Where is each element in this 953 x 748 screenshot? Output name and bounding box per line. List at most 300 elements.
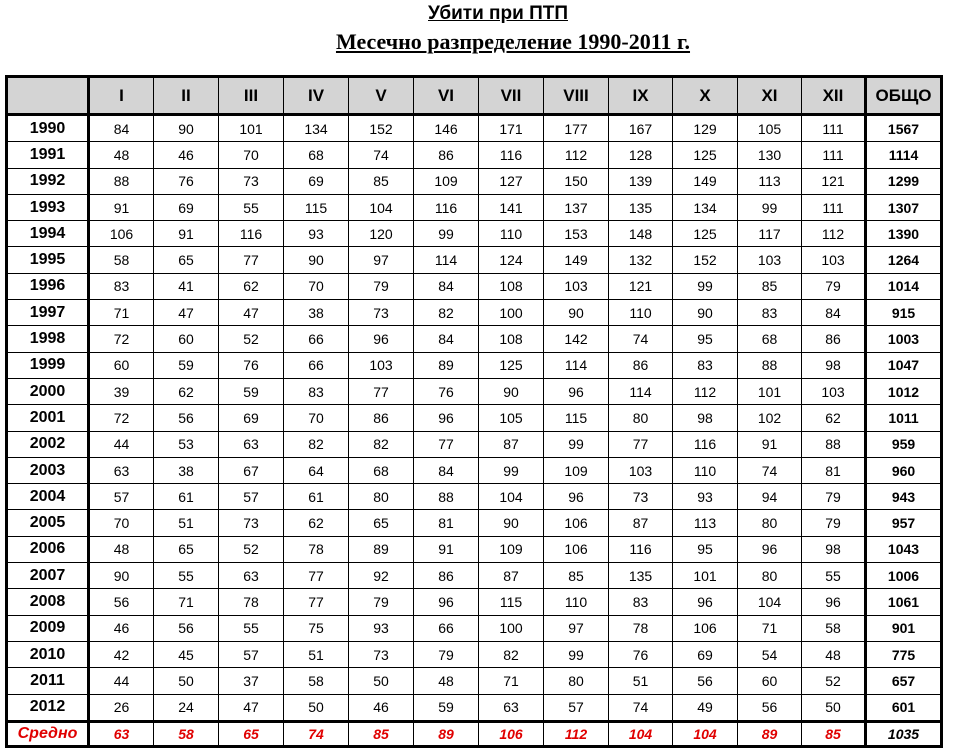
value-cell: 108	[479, 273, 544, 299]
value-cell: 116	[479, 142, 544, 168]
month-header: X	[673, 77, 738, 115]
value-cell: 74	[349, 142, 414, 168]
value-cell: 84	[414, 273, 479, 299]
year-cell: 2000	[7, 378, 89, 404]
value-cell: 99	[479, 457, 544, 483]
value-cell: 62	[154, 378, 219, 404]
month-header: I	[89, 77, 154, 115]
value-cell: 90	[284, 247, 349, 273]
average-cell: 112	[544, 721, 609, 746]
total-cell: 1043	[866, 536, 942, 562]
value-cell: 48	[802, 641, 866, 667]
value-cell: 92	[349, 563, 414, 589]
value-cell: 66	[284, 326, 349, 352]
value-cell: 103	[738, 247, 802, 273]
value-cell: 63	[479, 694, 544, 721]
value-cell: 116	[414, 194, 479, 220]
total-cell: 915	[866, 300, 942, 326]
value-cell: 57	[544, 694, 609, 721]
month-header: IX	[609, 77, 673, 115]
value-cell: 51	[284, 641, 349, 667]
value-cell: 127	[479, 168, 544, 194]
value-cell: 80	[609, 405, 673, 431]
value-cell: 99	[738, 194, 802, 220]
monthly-fatalities-table	[5, 75, 943, 748]
year-cell: 2001	[7, 405, 89, 431]
value-cell: 61	[284, 484, 349, 510]
total-cell: 1390	[866, 221, 942, 247]
value-cell: 112	[802, 221, 866, 247]
value-cell: 109	[414, 168, 479, 194]
year-cell: 2005	[7, 510, 89, 536]
value-cell: 90	[479, 510, 544, 536]
value-cell: 120	[349, 221, 414, 247]
value-cell: 39	[89, 378, 154, 404]
value-cell: 47	[219, 694, 284, 721]
value-cell: 112	[544, 142, 609, 168]
value-cell: 72	[89, 405, 154, 431]
value-cell: 96	[673, 589, 738, 615]
value-cell: 45	[154, 641, 219, 667]
value-cell: 129	[673, 115, 738, 142]
value-cell: 80	[349, 484, 414, 510]
value-cell: 116	[219, 221, 284, 247]
value-cell: 81	[802, 457, 866, 483]
value-cell: 41	[154, 273, 219, 299]
value-cell: 71	[479, 668, 544, 694]
total-cell: 1299	[866, 168, 942, 194]
value-cell: 100	[479, 615, 544, 641]
value-cell: 46	[89, 615, 154, 641]
total-cell: 1012	[866, 378, 942, 404]
value-cell: 149	[673, 168, 738, 194]
value-cell: 96	[544, 378, 609, 404]
table-row	[7, 510, 942, 536]
total-cell: 960	[866, 457, 942, 483]
value-cell: 105	[479, 405, 544, 431]
value-cell: 141	[479, 194, 544, 220]
table-row	[7, 194, 942, 220]
year-cell: 1993	[7, 194, 89, 220]
total-cell: 1264	[866, 247, 942, 273]
value-cell: 113	[673, 510, 738, 536]
value-cell: 171	[479, 115, 544, 142]
year-cell: 1990	[7, 115, 89, 142]
value-cell: 116	[673, 431, 738, 457]
year-cell: 2002	[7, 431, 89, 457]
value-cell: 111	[802, 142, 866, 168]
value-cell: 86	[609, 352, 673, 378]
value-cell: 82	[284, 431, 349, 457]
month-header: IV	[284, 77, 349, 115]
value-cell: 37	[219, 668, 284, 694]
value-cell: 81	[414, 510, 479, 536]
value-cell: 114	[414, 247, 479, 273]
value-cell: 95	[673, 326, 738, 352]
value-cell: 69	[284, 168, 349, 194]
value-cell: 108	[479, 326, 544, 352]
value-cell: 88	[802, 431, 866, 457]
value-cell: 59	[219, 378, 284, 404]
value-cell: 89	[414, 352, 479, 378]
value-cell: 50	[802, 694, 866, 721]
table-row	[7, 352, 942, 378]
value-cell: 55	[802, 563, 866, 589]
value-cell: 96	[349, 326, 414, 352]
value-cell: 88	[414, 484, 479, 510]
value-cell: 73	[349, 641, 414, 667]
value-cell: 125	[673, 221, 738, 247]
table-row	[7, 563, 942, 589]
value-cell: 82	[349, 431, 414, 457]
value-cell: 104	[349, 194, 414, 220]
value-cell: 96	[414, 589, 479, 615]
value-cell: 56	[89, 589, 154, 615]
value-cell: 44	[89, 431, 154, 457]
value-cell: 114	[544, 352, 609, 378]
value-cell: 58	[89, 247, 154, 273]
value-cell: 60	[154, 326, 219, 352]
value-cell: 87	[479, 563, 544, 589]
value-cell: 69	[673, 641, 738, 667]
value-cell: 60	[89, 352, 154, 378]
year-cell: 2007	[7, 563, 89, 589]
value-cell: 24	[154, 694, 219, 721]
value-cell: 80	[738, 563, 802, 589]
value-cell: 91	[154, 221, 219, 247]
value-cell: 77	[284, 589, 349, 615]
value-cell: 149	[544, 247, 609, 273]
table-row	[7, 221, 942, 247]
total-cell: 657	[866, 668, 942, 694]
month-header: VII	[479, 77, 544, 115]
table-row	[7, 168, 942, 194]
value-cell: 99	[544, 641, 609, 667]
value-cell: 72	[89, 326, 154, 352]
value-cell: 79	[414, 641, 479, 667]
value-cell: 84	[802, 300, 866, 326]
year-cell: 2006	[7, 536, 89, 562]
value-cell: 103	[802, 247, 866, 273]
value-cell: 102	[738, 405, 802, 431]
value-cell: 121	[609, 273, 673, 299]
value-cell: 69	[219, 405, 284, 431]
value-cell: 134	[673, 194, 738, 220]
value-cell: 112	[673, 378, 738, 404]
value-cell: 91	[414, 536, 479, 562]
average-cell: 63	[89, 721, 154, 746]
value-cell: 52	[802, 668, 866, 694]
value-cell: 115	[544, 405, 609, 431]
value-cell: 117	[738, 221, 802, 247]
value-cell: 48	[89, 142, 154, 168]
page-subtitle: Месечно разпределение 1990-2011 г.	[335, 29, 691, 54]
value-cell: 148	[609, 221, 673, 247]
value-cell: 65	[349, 510, 414, 536]
value-cell: 79	[802, 273, 866, 299]
value-cell: 98	[673, 405, 738, 431]
value-cell: 46	[154, 142, 219, 168]
value-cell: 52	[219, 536, 284, 562]
table-row	[7, 457, 942, 483]
value-cell: 125	[673, 142, 738, 168]
value-cell: 56	[738, 694, 802, 721]
value-cell: 93	[673, 484, 738, 510]
month-header: V	[349, 77, 414, 115]
value-cell: 57	[89, 484, 154, 510]
value-cell: 50	[349, 668, 414, 694]
value-cell: 79	[802, 484, 866, 510]
value-cell: 77	[284, 563, 349, 589]
value-cell: 130	[738, 142, 802, 168]
value-cell: 85	[349, 168, 414, 194]
value-cell: 106	[544, 536, 609, 562]
value-cell: 125	[479, 352, 544, 378]
value-cell: 49	[673, 694, 738, 721]
value-cell: 74	[738, 457, 802, 483]
value-cell: 57	[219, 641, 284, 667]
value-cell: 62	[284, 510, 349, 536]
value-cell: 77	[219, 247, 284, 273]
average-label: Средно	[7, 721, 89, 746]
value-cell: 67	[219, 457, 284, 483]
value-cell: 88	[738, 352, 802, 378]
year-cell: 1994	[7, 221, 89, 247]
value-cell: 152	[349, 115, 414, 142]
value-cell: 111	[802, 115, 866, 142]
value-cell: 124	[479, 247, 544, 273]
value-cell: 73	[349, 300, 414, 326]
value-cell: 86	[414, 563, 479, 589]
value-cell: 55	[219, 615, 284, 641]
total-cell: 601	[866, 694, 942, 721]
value-cell: 65	[154, 247, 219, 273]
total-cell: 1061	[866, 589, 942, 615]
value-cell: 69	[154, 194, 219, 220]
value-cell: 89	[349, 536, 414, 562]
total-cell: 775	[866, 641, 942, 667]
value-cell: 99	[544, 431, 609, 457]
value-cell: 42	[89, 641, 154, 667]
value-cell: 95	[673, 536, 738, 562]
value-cell: 86	[414, 142, 479, 168]
value-cell: 70	[284, 273, 349, 299]
value-cell: 110	[673, 457, 738, 483]
total-cell: 1047	[866, 352, 942, 378]
total-cell: 1014	[866, 273, 942, 299]
value-cell: 109	[479, 536, 544, 562]
table-row	[7, 326, 942, 352]
value-cell: 70	[89, 510, 154, 536]
year-cell: 2003	[7, 457, 89, 483]
value-cell: 101	[738, 378, 802, 404]
value-cell: 85	[738, 273, 802, 299]
table-row	[7, 589, 942, 615]
value-cell: 50	[284, 694, 349, 721]
value-cell: 135	[609, 563, 673, 589]
value-cell: 26	[89, 694, 154, 721]
value-cell: 74	[609, 326, 673, 352]
value-cell: 135	[609, 194, 673, 220]
value-cell: 113	[738, 168, 802, 194]
total-cell: 943	[866, 484, 942, 510]
value-cell: 103	[349, 352, 414, 378]
value-cell: 90	[544, 300, 609, 326]
value-cell: 85	[544, 563, 609, 589]
total-cell: 957	[866, 510, 942, 536]
table-row	[7, 142, 942, 168]
value-cell: 83	[89, 273, 154, 299]
value-cell: 103	[802, 378, 866, 404]
value-cell: 97	[349, 247, 414, 273]
total-cell: 1003	[866, 326, 942, 352]
value-cell: 110	[479, 221, 544, 247]
year-cell: 1999	[7, 352, 89, 378]
value-cell: 90	[154, 115, 219, 142]
value-cell: 87	[479, 431, 544, 457]
value-cell: 71	[89, 300, 154, 326]
value-cell: 90	[479, 378, 544, 404]
value-cell: 91	[738, 431, 802, 457]
value-cell: 101	[219, 115, 284, 142]
value-cell: 84	[414, 326, 479, 352]
value-cell: 51	[154, 510, 219, 536]
value-cell: 87	[609, 510, 673, 536]
average-row	[7, 721, 942, 746]
value-cell: 62	[219, 273, 284, 299]
value-cell: 73	[219, 168, 284, 194]
total-cell: 1011	[866, 405, 942, 431]
value-cell: 111	[802, 194, 866, 220]
average-cell: 104	[609, 721, 673, 746]
value-cell: 96	[544, 484, 609, 510]
total-header: ОБЩО	[866, 77, 942, 115]
table-row	[7, 300, 942, 326]
year-cell: 2010	[7, 641, 89, 667]
year-cell: 2011	[7, 668, 89, 694]
value-cell: 115	[479, 589, 544, 615]
average-cell: 74	[284, 721, 349, 746]
average-cell: 85	[802, 721, 866, 746]
value-cell: 58	[802, 615, 866, 641]
value-cell: 57	[219, 484, 284, 510]
average-cell: 58	[154, 721, 219, 746]
value-cell: 83	[673, 352, 738, 378]
value-cell: 51	[609, 668, 673, 694]
value-cell: 104	[738, 589, 802, 615]
total-cell: 1567	[866, 115, 942, 142]
value-cell: 70	[219, 142, 284, 168]
value-cell: 79	[802, 510, 866, 536]
value-cell: 137	[544, 194, 609, 220]
value-cell: 103	[609, 457, 673, 483]
value-cell: 132	[609, 247, 673, 273]
month-header: VIII	[544, 77, 609, 115]
total-cell: 1006	[866, 563, 942, 589]
value-cell: 110	[609, 300, 673, 326]
value-cell: 93	[284, 221, 349, 247]
value-cell: 65	[154, 536, 219, 562]
value-cell: 134	[284, 115, 349, 142]
value-cell: 53	[154, 431, 219, 457]
value-cell: 99	[673, 273, 738, 299]
value-cell: 80	[544, 668, 609, 694]
value-cell: 71	[154, 589, 219, 615]
total-cell: 1114	[866, 142, 942, 168]
value-cell: 116	[609, 536, 673, 562]
value-cell: 63	[219, 563, 284, 589]
table-row	[7, 536, 942, 562]
value-cell: 110	[544, 589, 609, 615]
value-cell: 44	[89, 668, 154, 694]
value-cell: 84	[414, 457, 479, 483]
value-cell: 62	[802, 405, 866, 431]
value-cell: 83	[738, 300, 802, 326]
value-cell: 38	[284, 300, 349, 326]
value-cell: 54	[738, 641, 802, 667]
value-cell: 68	[349, 457, 414, 483]
value-cell: 103	[544, 273, 609, 299]
month-header: XI	[738, 77, 802, 115]
value-cell: 82	[479, 641, 544, 667]
header-corner	[7, 77, 89, 115]
value-cell: 94	[738, 484, 802, 510]
value-cell: 86	[802, 326, 866, 352]
value-cell: 153	[544, 221, 609, 247]
value-cell: 74	[609, 694, 673, 721]
value-cell: 71	[738, 615, 802, 641]
value-cell: 77	[349, 378, 414, 404]
table-row	[7, 247, 942, 273]
value-cell: 47	[219, 300, 284, 326]
month-header: III	[219, 77, 284, 115]
value-cell: 59	[414, 694, 479, 721]
value-cell: 109	[544, 457, 609, 483]
value-cell: 146	[414, 115, 479, 142]
value-cell: 56	[673, 668, 738, 694]
value-cell: 167	[609, 115, 673, 142]
value-cell: 59	[154, 352, 219, 378]
value-cell: 78	[284, 536, 349, 562]
value-cell: 76	[154, 168, 219, 194]
header-row	[7, 77, 942, 115]
table-row	[7, 273, 942, 299]
value-cell: 96	[414, 405, 479, 431]
value-cell: 80	[738, 510, 802, 536]
value-cell: 63	[219, 431, 284, 457]
table-row	[7, 668, 942, 694]
value-cell: 90	[673, 300, 738, 326]
year-cell: 1997	[7, 300, 89, 326]
table-row	[7, 641, 942, 667]
value-cell: 86	[349, 405, 414, 431]
value-cell: 70	[284, 405, 349, 431]
value-cell: 150	[544, 168, 609, 194]
year-cell: 1991	[7, 142, 89, 168]
value-cell: 56	[154, 615, 219, 641]
value-cell: 68	[738, 326, 802, 352]
value-cell: 84	[89, 115, 154, 142]
value-cell: 46	[349, 694, 414, 721]
value-cell: 56	[154, 405, 219, 431]
value-cell: 78	[609, 615, 673, 641]
value-cell: 152	[673, 247, 738, 273]
value-cell: 101	[673, 563, 738, 589]
value-cell: 88	[89, 168, 154, 194]
value-cell: 106	[89, 221, 154, 247]
page-title: Убити при ПТП	[428, 3, 568, 24]
value-cell: 142	[544, 326, 609, 352]
